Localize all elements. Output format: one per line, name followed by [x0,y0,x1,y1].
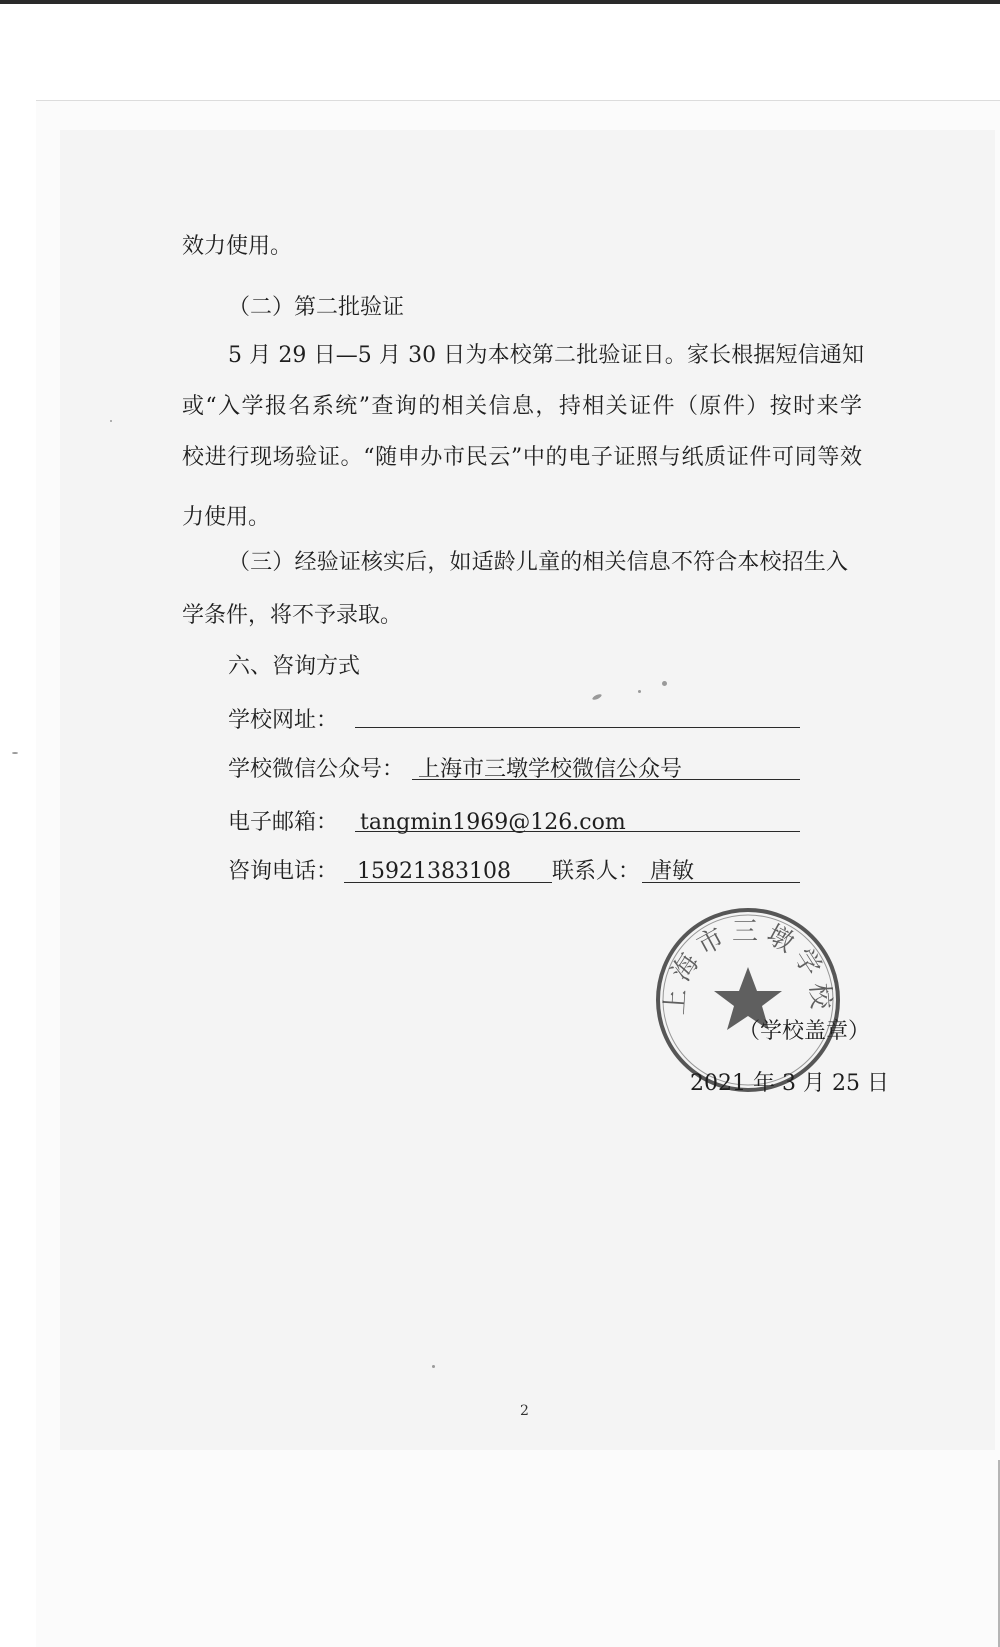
section-heading: （二）第二批验证 [228,295,405,320]
email-value: tangmin1969@126.com [360,810,626,835]
email-label: 电子邮箱： [228,810,339,835]
paragraph-line: 力使用。 [182,505,271,530]
phone-label: 咨询电话： [228,859,339,884]
contact-person-label: 联系人： [552,859,641,884]
contact-person-underline [642,882,800,883]
website-label: 学校网址： [228,708,339,733]
scan-speck [110,420,112,422]
seal-stamp-text: 上海市三墩学校 [660,916,836,1017]
document-date: 2021 年 3 月 25 日 [690,1071,889,1096]
scan-speck [12,752,18,754]
email-underline [355,831,800,832]
page-number: 2 [520,1403,529,1419]
scan-speck [432,1365,435,1368]
paragraph-line: （三）经验证核实后，如适龄儿童的相关信息不符合本校招生入 [228,550,848,575]
paragraph-line: 学条件，将不予录取。 [182,603,403,628]
section-heading: 六、咨询方式 [228,654,361,679]
phone-underline [344,882,552,883]
wechat-value: 上海市三墩学校微信公众号 [418,757,683,782]
document-page [60,130,995,1450]
scan-speck [638,690,641,693]
paragraph-line: 效力使用。 [182,234,293,259]
wechat-underline [412,779,800,780]
wechat-label: 学校微信公众号： [228,757,405,782]
paragraph-line: 或“入学报名系统”查询的相关信息，持相关证件（原件）按时来学 [182,394,862,419]
scan-speck [662,681,667,686]
website-underline [355,727,800,728]
seal-label: （学校盖章） [738,1019,871,1044]
contact-person-value: 唐敏 [650,859,695,884]
paragraph-line: 5 月 29 日—5 月 30 日为本校第二批验证日。家长根据短信通知 [228,343,864,368]
school-seal-stamp [653,905,843,1095]
scan-top-edge [0,0,1000,4]
phone-value: 15921383108 [357,859,511,884]
paragraph-line: 校进行现场验证。“随申办市民云”中的电子证照与纸质证件可同等效 [182,445,862,470]
